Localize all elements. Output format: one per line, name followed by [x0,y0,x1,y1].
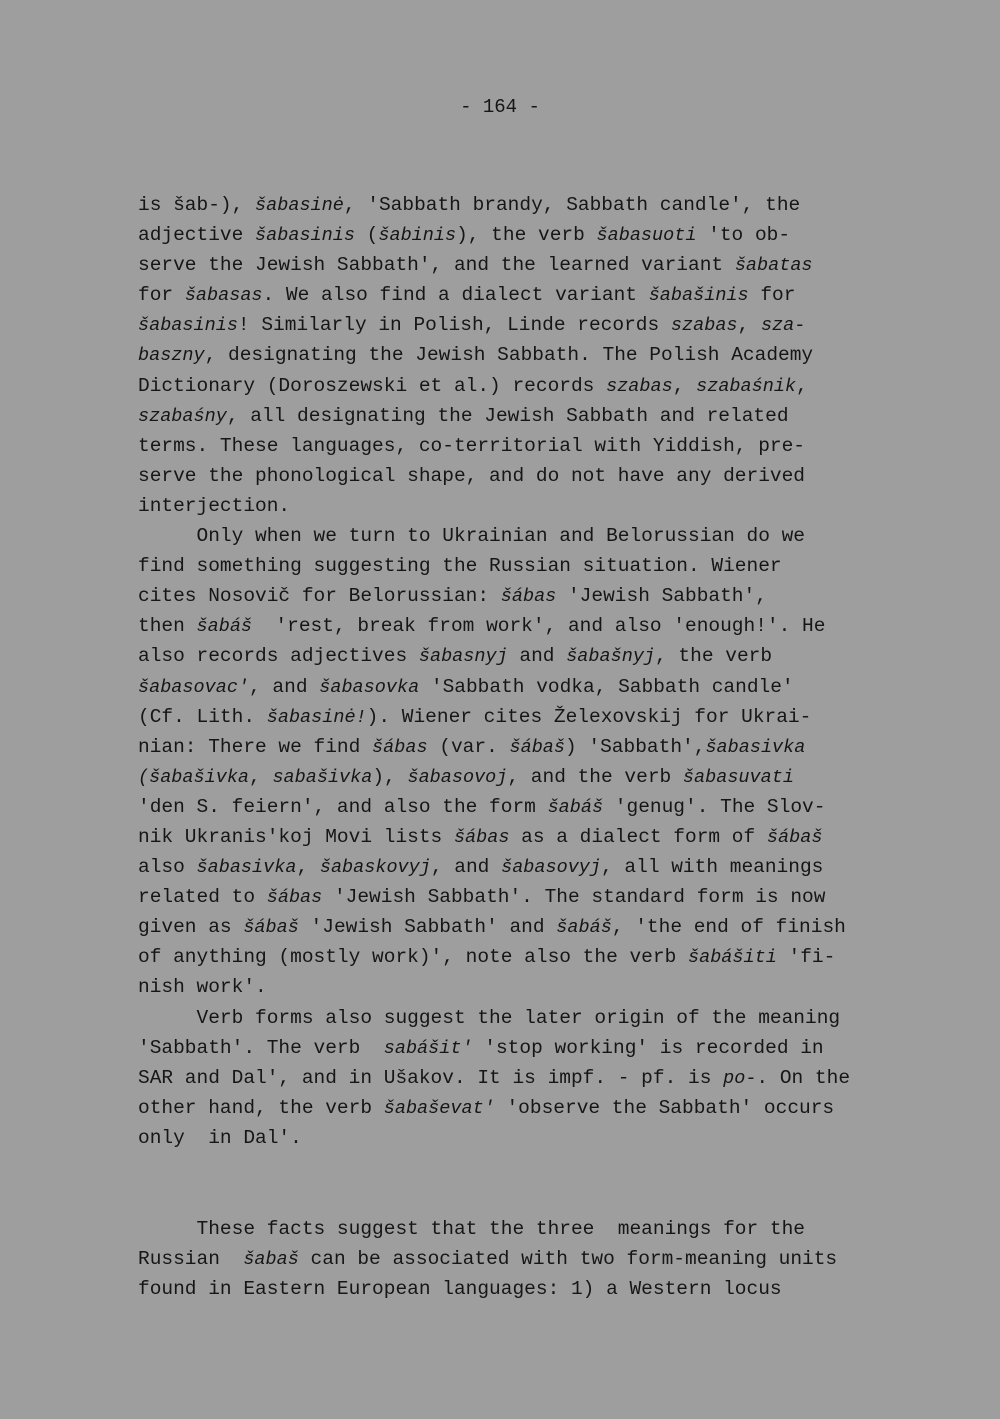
text-run: , designating the Jewish Sabbath. The Polish Academy [204,344,814,367]
text-run: 'observe the Sabbath' occurs [494,1096,835,1119]
text-line [138,190,898,220]
text-line [138,672,898,702]
text-line [138,762,898,792]
italic-term: šábaš [243,917,299,939]
italic-term: šabaševat' [383,1097,495,1119]
text-run: Only when we turn to Ukrainian and Belorussian do we [138,525,806,548]
paragraph [138,190,898,521]
italic-term: šábas [500,586,557,608]
text-run: terms. These languages, co-territorial with Yiddish, pre- [138,434,806,457]
italic-term: šabasnyj [418,646,508,668]
text-line [138,250,898,280]
text-run: also [138,856,197,879]
italic-term: šabaskovyj [319,857,431,879]
text-run: and [507,645,567,668]
text-run: as a dialect form of [509,825,767,848]
italic-term: šabasovoj [407,766,508,788]
text-line [138,1063,898,1093]
text-line [138,491,898,521]
text-run: , and the verb [507,765,683,788]
main-text-block [138,190,898,1153]
italic-term: šábaš [766,826,823,848]
text-line [138,1274,898,1304]
italic-term: sabašivka [272,766,373,788]
text-run: Dictionary (Doroszewski et al.) records [138,374,607,397]
text-run: only in Dal'. [138,1126,302,1149]
text-run: Verb forms also suggest the later origin of the meaning [138,1006,841,1029]
text-run: given as [138,916,244,939]
text-run: adjective [138,224,256,247]
text-run: ! Similarly in Polish, Linde records [237,314,671,337]
text-run: 'to ob- [696,224,791,247]
text-run: ). Wiener cites Želexovskij for Ukrai- [366,705,812,728]
text-run: also records adjectives [138,645,419,668]
text-run: (Cf. Lith. [138,705,267,728]
italic-term: šábas [266,887,323,909]
text-line [138,882,898,912]
italic-term: šábaš [509,736,565,758]
text-line [138,431,898,461]
text-run: found in Eastern European languages: 1) a Western locus [138,1278,782,1301]
text-run: cites Nosovič for Belorussian: [138,585,501,608]
text-run: , [796,374,808,397]
paragraph [138,1003,898,1153]
text-line [138,581,898,611]
italic-term: po- [723,1067,757,1089]
text-line [138,1033,898,1063]
italic-term: sza- [760,315,806,337]
text-run: , all designating the Jewish Sabbath and related [226,404,789,427]
text-line [138,1214,898,1244]
text-line [138,611,898,641]
text-run: 'Sabbath vodka, Sabbath candle' [419,675,794,698]
text-line [138,702,898,732]
italic-term: šabasivka [196,857,297,879]
text-run: can be associated with two form-meaning units [298,1248,838,1271]
text-run: 'den S. feiern', and also the form [138,795,548,818]
text-run: These facts suggest that the three meanings for the [138,1218,806,1240]
text-line [138,912,898,942]
text-line [138,852,898,882]
text-line [138,942,898,972]
italic-term: šabasinis [255,225,355,247]
text-run: serve the Jewish Sabbath', and the learned variant [138,254,735,277]
text-run: , and [430,856,502,879]
italic-term: šabasinė [255,195,344,216]
italic-term: šabasinė! [266,706,367,728]
text-run: (var. [427,735,510,758]
italic-term: šabašnyj [566,646,656,668]
text-run: 'fi- [776,946,836,969]
text-run: ), [372,765,408,788]
text-line [138,220,898,250]
text-line [138,1244,898,1274]
italic-term: šabasinis [138,315,238,337]
text-run: SAR and Dal', and in Ušakov. It is impf. - pf. is [138,1066,724,1089]
italic-term: szabas [606,375,673,397]
italic-term: baszny [138,345,205,367]
paragraph [138,1214,898,1304]
italic-term: šabasovac' [138,676,250,698]
text-run: . On the [756,1066,851,1089]
text-run: , [249,765,273,788]
italic-term: šabinis [378,225,457,247]
text-run: ( [354,224,379,247]
text-run: , [737,314,761,337]
italic-term: šabasovka [319,676,420,698]
italic-term: šabašinis [648,285,749,307]
italic-term: szabaśnik [696,375,797,397]
text-line [138,641,898,671]
text-run: , 'Sabbath brandy, Sabbath candle', the [343,194,801,216]
text-run: ), the verb [456,224,597,247]
italic-term: szabas [670,315,738,337]
text-run: , [672,374,697,397]
text-run: , [296,856,320,879]
text-run: find something suggesting the Russian situation. Wiener [138,555,782,578]
text-line [138,792,898,822]
italic-term: šabasuoti [596,225,697,247]
text-run: nian: There we find [138,735,373,758]
text-line [138,280,898,310]
italic-term: šábas [372,736,428,758]
text-run: , and [249,675,320,698]
italic-term: šabasivka [705,736,806,758]
text-run: , 'the end of finish [611,916,846,939]
text-run: 'Jewish Sabbath'. The standard form is now [322,886,826,909]
text-line [138,340,898,370]
text-line [138,1123,898,1153]
italic-term: šabáš [547,796,604,818]
text-run: then [138,615,197,638]
text-run: related to [138,886,267,909]
text-run: 'Jewish Sabbath', [556,585,767,608]
paragraph [138,521,898,1003]
text-run: , all with meanings [601,856,824,879]
text-run: serve the phonological shape, and do not have any derived [138,464,806,487]
text-run: 'Sabbath'. The verb [138,1036,384,1059]
italic-term: šabáš [196,616,253,638]
text-line [138,371,898,401]
text-run: is šab-), [138,194,256,216]
italic-term: šabaš [243,1249,299,1271]
text-line [138,401,898,431]
page-number: - 164 - [460,96,540,118]
italic-term: šabášiti [688,947,777,969]
italic-term: šabasas [184,285,263,307]
text-run: other hand, the verb [138,1096,384,1119]
closing-text-block [138,1214,898,1304]
text-run: ) 'Sabbath', [565,735,706,758]
text-run: . We also find a dialect variant [262,284,649,307]
text-line [138,521,898,551]
text-run: nik Ukranis'koj Movi lists [138,825,454,848]
italic-term: šabasovyj [501,857,602,879]
text-run: 'stop working' is recorded in [472,1036,824,1059]
text-run: nish work'. [138,976,267,999]
text-line [138,972,898,1002]
text-line [138,461,898,491]
text-run: interjection. [138,494,291,517]
italic-term: šábas [453,826,510,848]
text-line [138,1003,898,1033]
italic-term: šabáš [556,917,612,939]
text-line [138,551,898,581]
text-run: for [748,284,796,307]
text-line [138,822,898,852]
text-run: of anything (mostly work)', note also the verb [138,946,688,969]
text-line [138,1093,898,1123]
italic-term: szabaśny [138,405,227,427]
text-run: Russian [138,1248,244,1271]
text-line [138,310,898,340]
italic-term: šabatas [734,255,813,277]
italic-term: šabasuvati [682,766,794,788]
text-run: 'rest, break from work', and also 'enough!'. He [252,615,826,638]
text-run: for [138,284,185,307]
text-run: 'Jewish Sabbath' and [298,916,557,939]
italic-term: (šabašivka [138,766,250,788]
text-run: , the verb [655,645,773,668]
text-run: 'genug'. The Slov- [603,795,826,818]
italic-term: sabášit' [383,1037,473,1059]
text-line [138,732,898,762]
